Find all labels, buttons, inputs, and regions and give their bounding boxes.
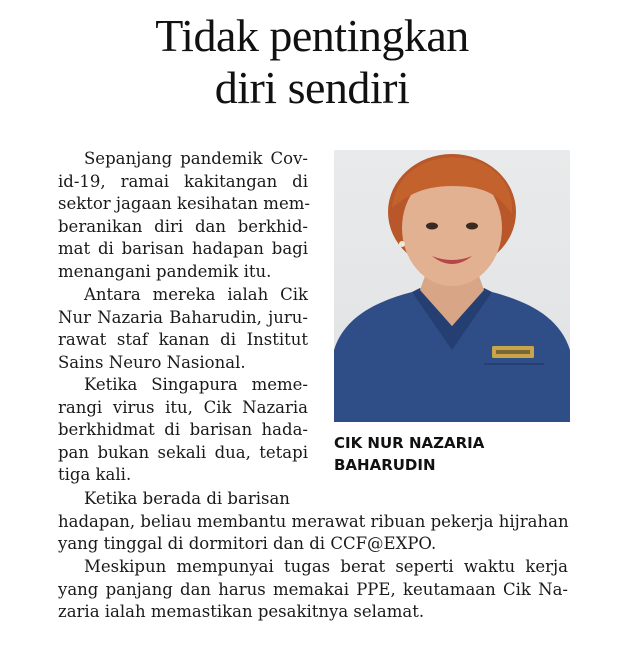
paragraph-4 xyxy=(58,488,568,556)
text-line: Meskipun mempunyai tugas berat seperti waktu kerja xyxy=(84,557,568,576)
text-line: Sains Neuro Nasional. xyxy=(58,352,246,372)
headline xyxy=(0,10,624,114)
portrait-illustration xyxy=(334,150,570,422)
text-line: Sepanjang pandemik Cov- xyxy=(84,149,308,168)
text-line: pan bukan sekali dua, tetapi xyxy=(58,442,308,462)
caption-line-2: BAHARUDIN xyxy=(334,456,436,474)
paragraph-1 xyxy=(58,148,308,284)
eye-right xyxy=(466,223,478,230)
paragraph-5 xyxy=(58,556,568,624)
eye-left xyxy=(426,223,438,230)
text-line: yang tinggal di dormitori dan di CCF@EXPO. xyxy=(58,534,437,554)
earring xyxy=(399,241,405,247)
text-line: beranikan diri dan berkhid- xyxy=(58,216,308,236)
text-line: sektor jagaan kesihatan mem- xyxy=(58,194,310,214)
photo-caption xyxy=(334,432,484,476)
text-line: Antara mereka ialah Cik xyxy=(84,285,308,304)
headline-line-2: diri sendiri xyxy=(214,62,410,113)
text-line: tiga kali. xyxy=(58,465,132,485)
text-line: berkhidmat di barisan hada- xyxy=(58,420,308,440)
text-line: id-19, ramai kakitangan di xyxy=(58,171,308,191)
caption-line-1: CIK NUR NAZARIA xyxy=(334,434,485,452)
text-line: rawat staf kanan di Institut xyxy=(58,330,308,350)
text-line: rangi virus itu, Cik Nazaria xyxy=(58,397,308,417)
text-line: menangani pandemik itu. xyxy=(58,261,272,281)
headline-line-1: Tidak pentingkan xyxy=(155,10,469,61)
text-line: hadapan, beliau membantu merawat ribuan pekerja hijrahan xyxy=(58,511,569,531)
text-line: Ketika Singapura meme- xyxy=(84,375,308,394)
name-badge-text-mark xyxy=(496,350,530,354)
text-line: mat di barisan hadapan bagi xyxy=(58,239,308,259)
portrait-photo xyxy=(334,150,570,422)
text-line: yang panjang dan harus memakai PPE, keutamaan Cik Na- xyxy=(58,579,568,599)
paragraph-2 xyxy=(58,284,308,374)
paragraph-3 xyxy=(58,374,308,487)
text-line: Ketika berada di barisan xyxy=(84,489,290,508)
text-line: zaria ialah memastikan pesakitnya selamat. xyxy=(58,602,425,622)
text-line: Nur Nazaria Baharudin, juru- xyxy=(58,307,308,327)
